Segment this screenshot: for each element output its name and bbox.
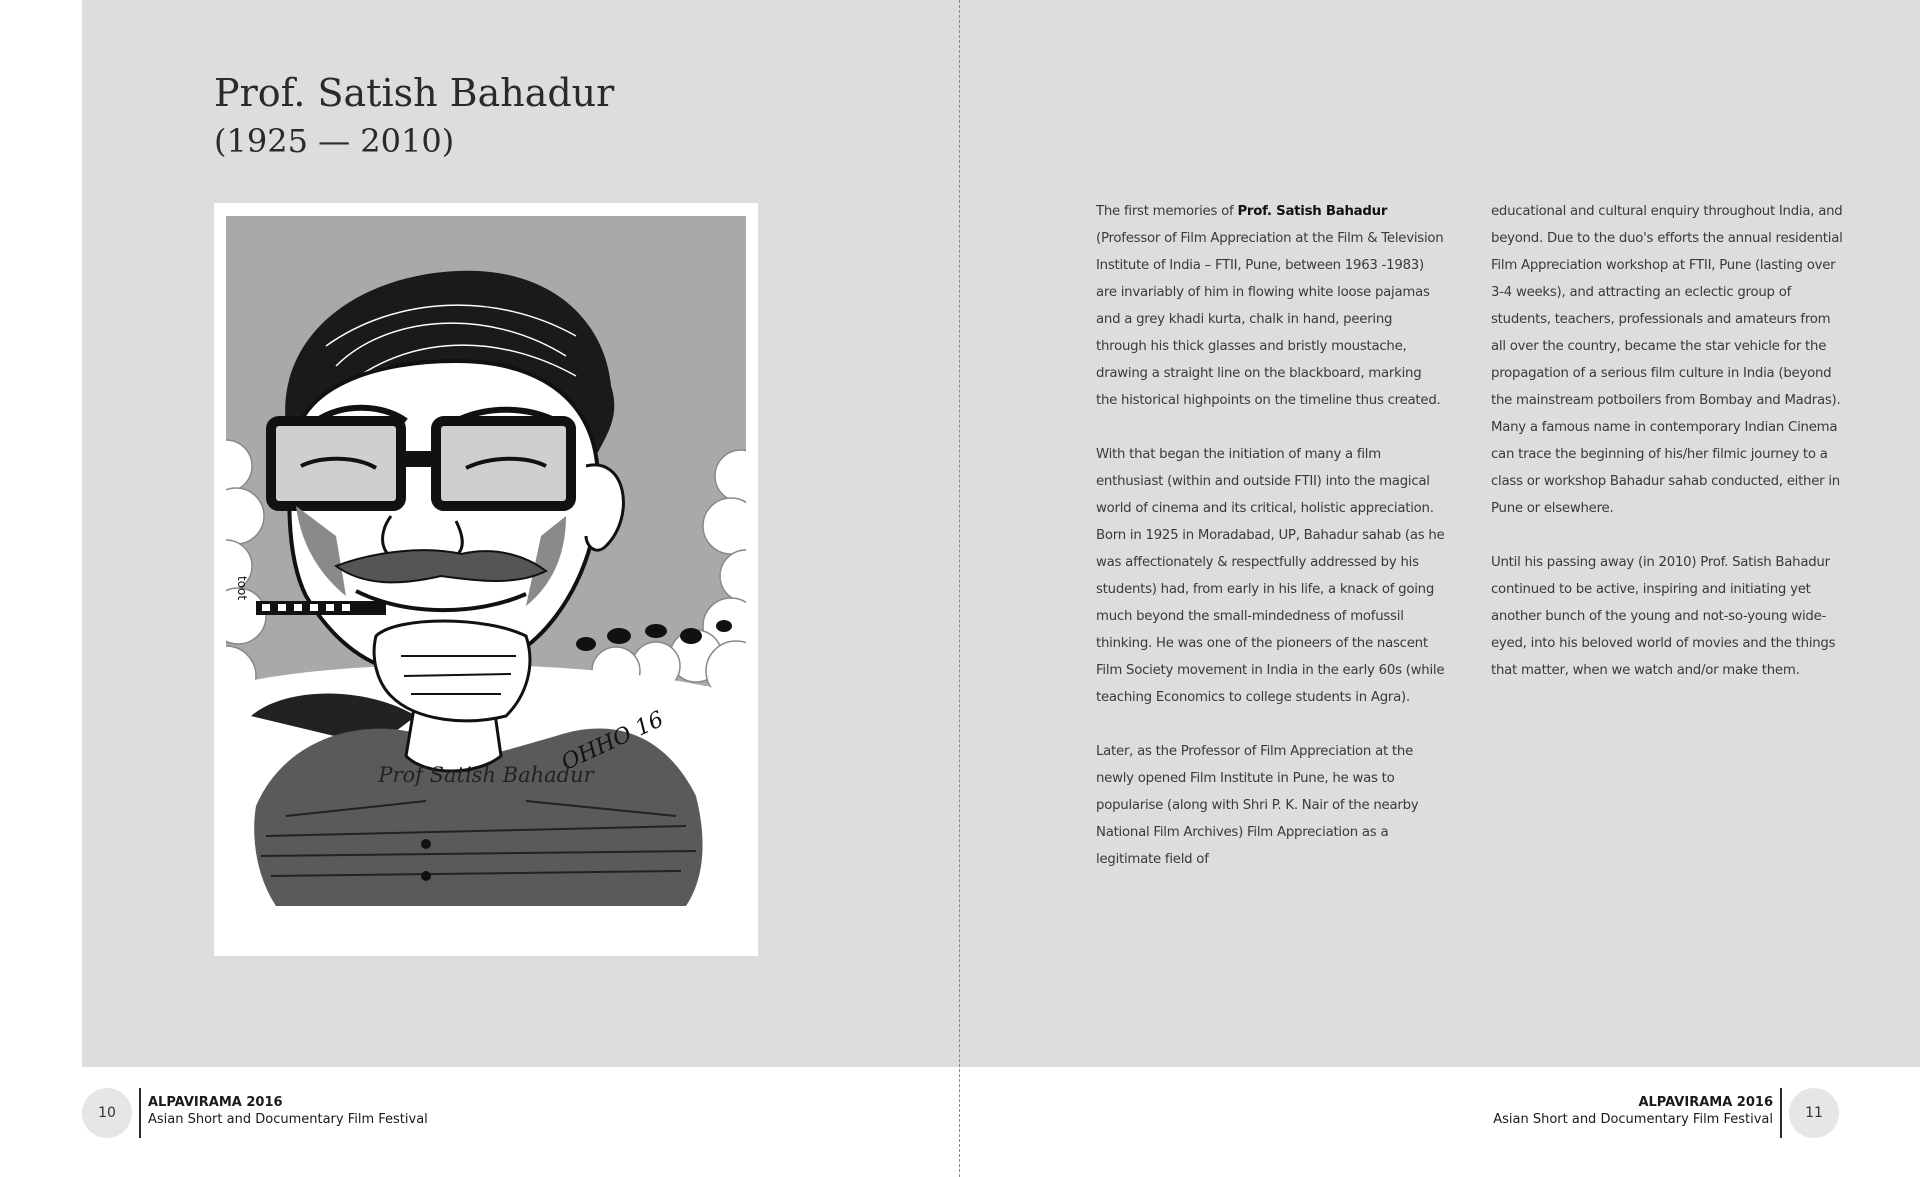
artist-signature: OHHO 16 (557, 706, 668, 776)
train (256, 601, 386, 615)
footer-divider-right (1780, 1088, 1782, 1138)
article-paragraph-2: With that began the initiation of many a film enthusiast (within and outside FTII) into the magical world of cinema and its critical, holistic appreciation. Born in 1925 in Moradabad, UP, Bahadur sahab (as he was affectionately & respectfully addressed by his students) had, from early in his life, a knack of going much beyond the small-mindedness of mofussil thinking. He was one of the pioneers of the nascent Film Society movement in India in the early 60s (while teaching Economics to college students in Agra). (1096, 447, 1445, 705)
article-column-2 (1491, 198, 1845, 711)
svg-text:toot: toot (235, 576, 249, 601)
article-paragraph-1: The first memories of Prof. Satish Bahadur (Professor of Film Appreciation at the Film & Television Institute of India – FTII, Pune, between 1963 -1983) are invariably of him in flowing white loose pajamas and a grey khadi kurta, chalk in hand, peering through his thick glasses and bristly moustache, drawing a straight line on the blackboard, marking the historical highpoints on the timeline thus created. (1096, 204, 1444, 408)
footer-festival-right: ALPAVIRAMA 2016 (1638, 1095, 1773, 1110)
caricature-frame (214, 203, 758, 956)
caricature-illustration (226, 216, 746, 942)
article-column-1 (1096, 198, 1446, 900)
footer-left (148, 1094, 428, 1128)
footer-right (1493, 1094, 1773, 1128)
footer-subtitle-right: Asian Short and Documentary Film Festival (1493, 1112, 1773, 1127)
page-number-left: 10 (82, 1088, 132, 1138)
caricature-caption: Prof Satish Bahadur (378, 763, 594, 787)
article-paragraph-5: Until his passing away (in 2010) Prof. Satish Bahadur continued to be active, inspiring and initiating yet another bunch of the young and not-so-young wide-eyed, into his beloved world of movies and the things that matter, when we watch and/or make them. (1491, 555, 1836, 678)
title-years: (1925 — 2010) (214, 122, 455, 160)
footer-divider-left (139, 1088, 141, 1138)
footer-festival-left: ALPAVIRAMA 2016 (148, 1095, 283, 1110)
article-paragraph-3: Later, as the Professor of Film Appreciation at the newly opened Film Institute in Pune, he was to popularise (along with Shri P. K. Nair of the nearby National Film Archives) Film Appreciation as a legitimate field of (1096, 744, 1419, 867)
page-gutter-divider (959, 0, 960, 1177)
page-number-right: 11 (1789, 1088, 1839, 1138)
footer-subtitle-left: Asian Short and Documentary Film Festival (148, 1112, 428, 1127)
page-title (214, 68, 614, 164)
title-name: Prof. Satish Bahadur (214, 71, 615, 115)
article-name-highlight: Prof. Satish Bahadur (1237, 204, 1388, 219)
article-paragraph-4: educational and cultural enquiry throughout India, and beyond. Due to the duo's efforts the annual residential Film Appreciation workshop at FTII, Pune (lasting over 3-4 weeks), and attracting an eclectic group of students, teachers, professionals and amateurs from all over the country, became the star vehicle for the propagation of a serious film culture in India (beyond the mainstream potboilers from Bombay and Madras). Many a famous name in contemporary Indian Cinema can trace the beginning of his/her filmic journey to a class or workshop Bahadur sahab conducted, either in Pune or elsewhere. (1491, 204, 1843, 516)
